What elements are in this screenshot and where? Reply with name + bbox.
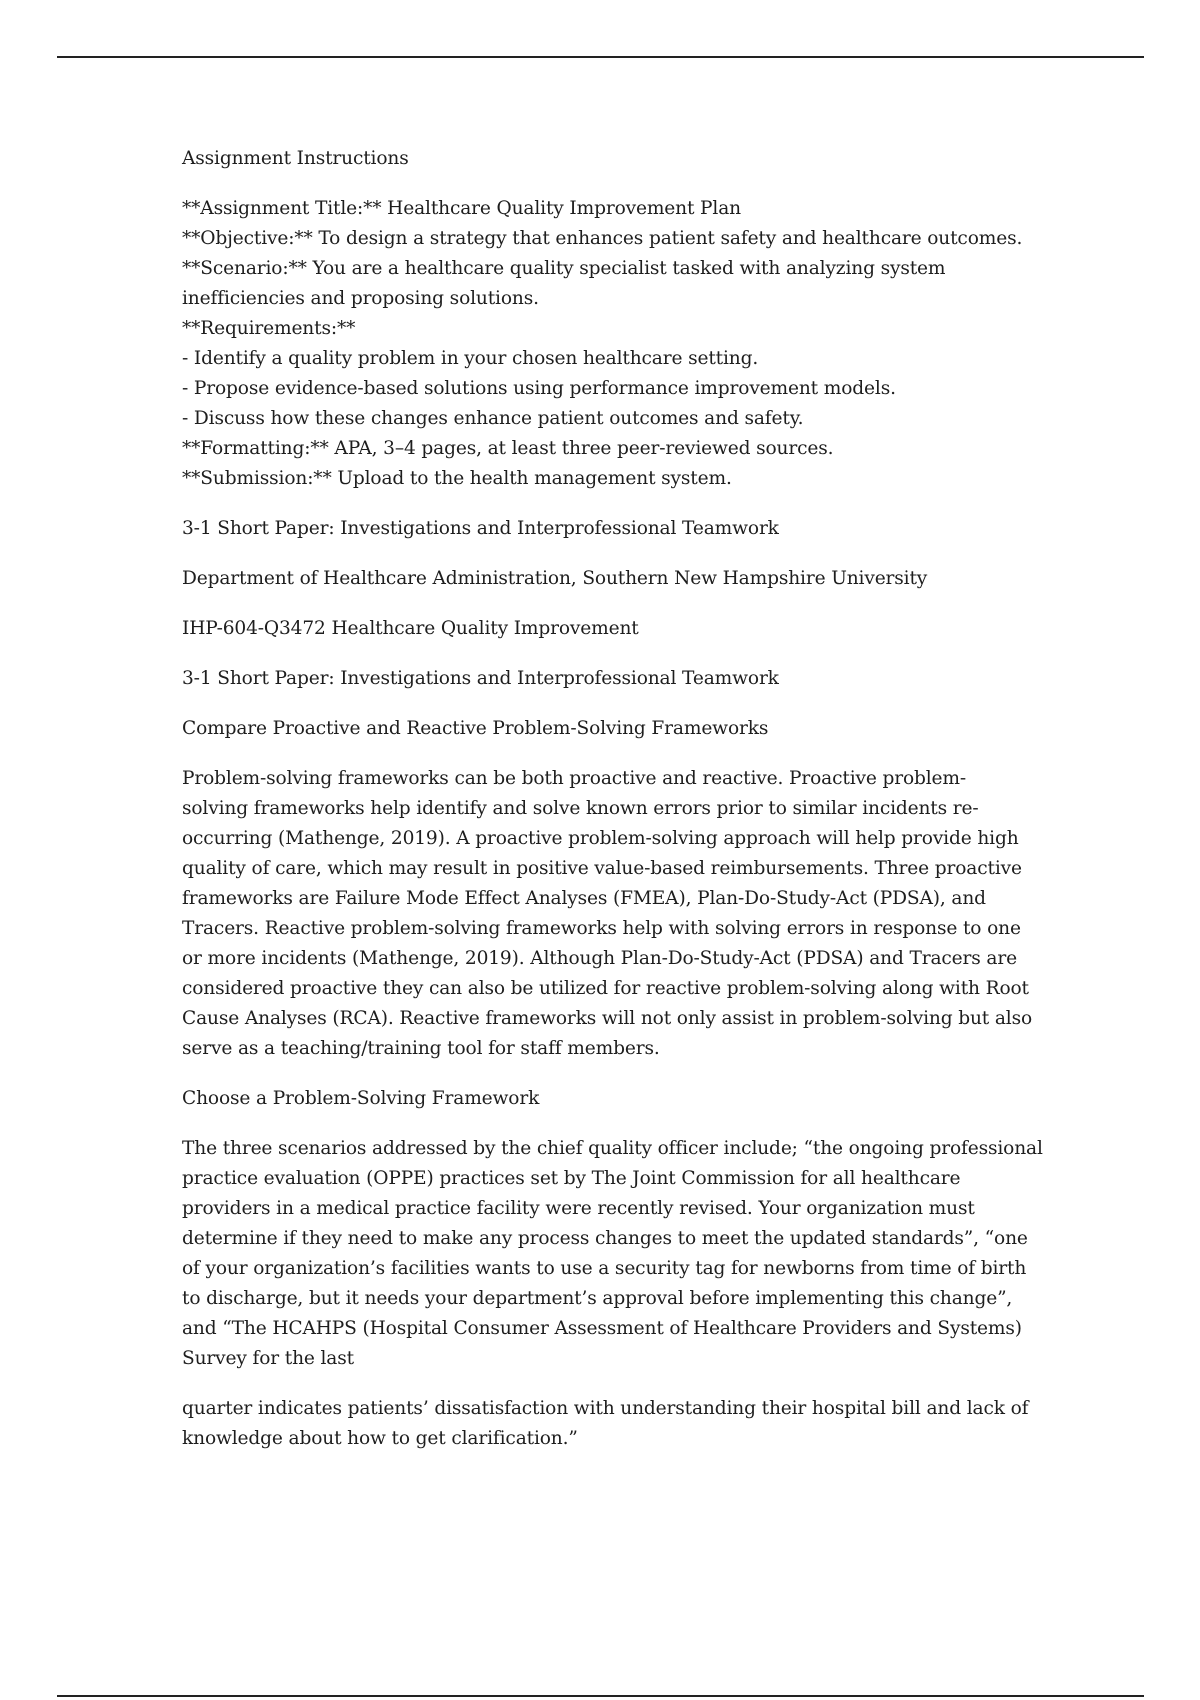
paragraph-line: Survey for the last bbox=[182, 1348, 354, 1369]
paragraph-line: quarter indicates patients’ dissatisfaction with understanding their hospital bill and lack of bbox=[182, 1398, 1029, 1419]
document-body bbox=[182, 144, 1062, 1474]
instruction-line: **Submission:** Upload to the health management system. bbox=[182, 468, 732, 489]
paragraph-line: Problem-solving frameworks can be both proactive and reactive. Proactive problem- bbox=[182, 768, 967, 789]
instruction-line: - Discuss how these changes enhance patient outcomes and safety. bbox=[182, 408, 804, 429]
paragraph-line: to discharge, but it needs your department’s approval before implementing this change”, bbox=[182, 1288, 1013, 1309]
instruction-line: **Scenario:** You are a healthcare quality specialist tasked with analyzing system bbox=[182, 258, 946, 279]
instruction-line: **Assignment Title:** Healthcare Quality Improvement Plan bbox=[182, 198, 741, 219]
paragraph-line: frameworks are Failure Mode Effect Analyses (FMEA), Plan-Do-Study-Act (PDSA), and bbox=[182, 888, 986, 909]
paragraph-line: practice evaluation (OPPE) practices set by The Joint Commission for all healthcare bbox=[182, 1168, 961, 1189]
assignment-instructions bbox=[182, 194, 1062, 494]
instruction-line: **Formatting:** APA, 3–4 pages, at least three peer-reviewed sources. bbox=[182, 438, 834, 459]
paragraph-line: quality of care, which may result in positive value-based reimbursements. Three proactive bbox=[182, 858, 1022, 879]
instruction-line: - Identify a quality problem in your chosen healthcare setting. bbox=[182, 348, 759, 369]
section-paragraph-compare bbox=[182, 764, 1062, 1064]
bottom-rule bbox=[57, 1695, 1144, 1697]
paragraph-line: and “The HCAHPS (Hospital Consumer Assessment of Healthcare Providers and Systems) bbox=[182, 1318, 1022, 1339]
paragraph-line: determine if they need to make any process changes to meet the updated standards”, “one bbox=[182, 1228, 1028, 1249]
instruction-line: **Objective:** To design a strategy that enhances patient safety and healthcare outcomes. bbox=[182, 228, 1023, 249]
paragraph-line: occurring (Mathenge, 2019). A proactive problem-solving approach will help provide high bbox=[182, 828, 1019, 849]
paragraph-line: The three scenarios addressed by the chief quality officer include; “the ongoing professional bbox=[182, 1138, 1043, 1159]
course-line: IHP-604-Q3472 Healthcare Quality Improvement bbox=[182, 618, 639, 639]
paper-title: 3-1 Short Paper: Investigations and Interprofessional Teamwork bbox=[182, 518, 779, 539]
paragraph-line: Cause Analyses (RCA). Reactive frameworks will not only assist in problem-solving but also bbox=[182, 1008, 1033, 1029]
department-line: Department of Healthcare Administration, Southern New Hampshire University bbox=[182, 568, 928, 589]
paragraph-line: considered proactive they can also be utilized for reactive problem-solving along with Root bbox=[182, 978, 1029, 999]
section-paragraph-choose-continued bbox=[182, 1394, 1062, 1454]
paragraph-line: knowledge about how to get clarification.” bbox=[182, 1428, 578, 1449]
section-heading-choose: Choose a Problem-Solving Framework bbox=[182, 1088, 540, 1109]
paragraph-line: serve as a teaching/training tool for staff members. bbox=[182, 1038, 660, 1059]
assignment-heading: Assignment Instructions bbox=[182, 148, 409, 169]
paragraph-line: solving frameworks help identify and solve known errors prior to similar incidents re- bbox=[182, 798, 979, 819]
instruction-line: - Propose evidence-based solutions using performance improvement models. bbox=[182, 378, 896, 399]
paragraph-line: or more incidents (Mathenge, 2019). Although Plan-Do-Study-Act (PDSA) and Tracers are bbox=[182, 948, 1017, 969]
instruction-line: **Requirements:** bbox=[182, 318, 356, 339]
top-rule bbox=[57, 56, 1144, 58]
instruction-line: inefficiencies and proposing solutions. bbox=[182, 288, 539, 309]
section-paragraph-choose bbox=[182, 1134, 1062, 1374]
section-heading-compare: Compare Proactive and Reactive Problem-Solving Frameworks bbox=[182, 718, 769, 739]
paper-title-repeat: 3-1 Short Paper: Investigations and Interprofessional Teamwork bbox=[182, 668, 779, 689]
paragraph-line: Tracers. Reactive problem-solving frameworks help with solving errors in response to one bbox=[182, 918, 1021, 939]
paragraph-line: providers in a medical practice facility were recently revised. Your organization must bbox=[182, 1198, 975, 1219]
paragraph-line: of your organization’s facilities wants to use a security tag for newborns from time of birth bbox=[182, 1258, 1027, 1279]
